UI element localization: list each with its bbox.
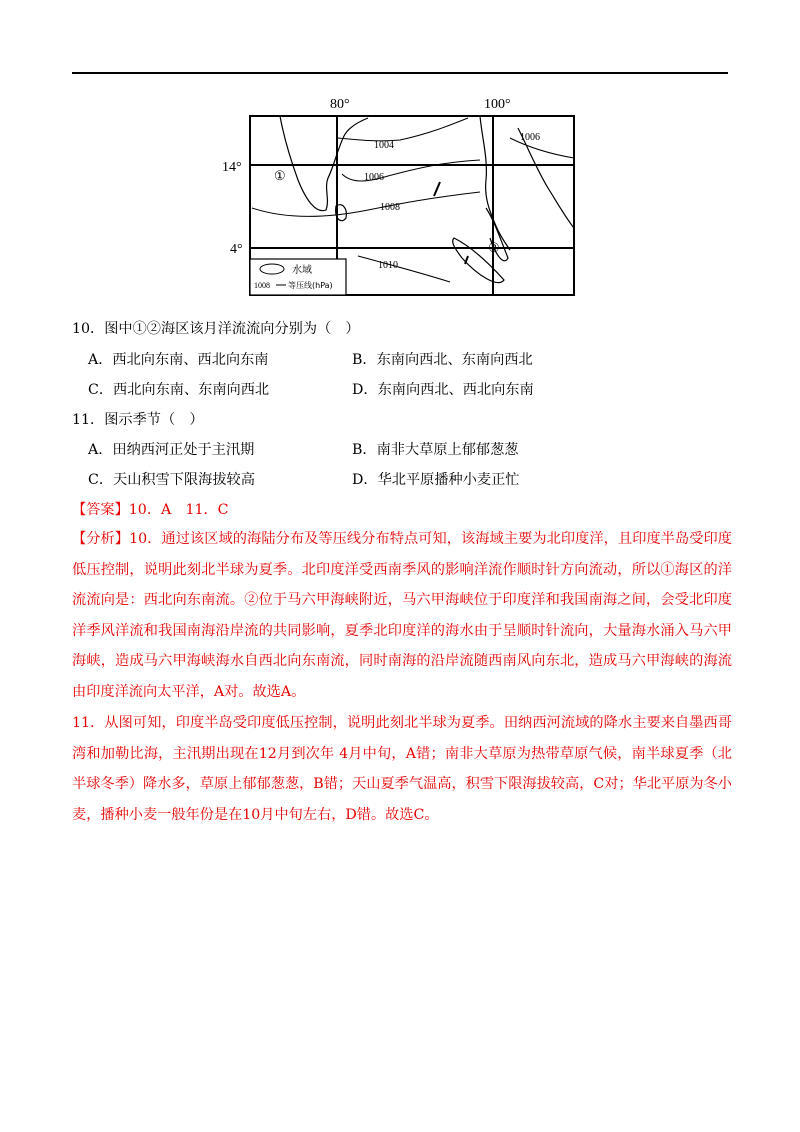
answer-tag: 【答案】: [72, 502, 129, 518]
analysis-q10-text: 10．通过该区域的海陆分布及等压线分布特点可知，该海域主要为北印度洋，且印度半岛受印度低压控制，说明此刻北半球为夏季。北印度洋受西南季风的影响洋流作顺时针方向流动，所以①海区的洋流流向是：西北向东南流。②位于马六甲海峡附近，马六甲海峡位于印度洋和我国南海之间，会受北印度洋季风洋流和我国南海沿岸流的共同影响，夏季北印度洋的海水由于呈顺时针流向，大量海水涌入马六甲海峡，造成马六甲海峡海水自西北向东南流，同时南海的沿岸流随西南风向东北，造成马六甲海峡的海流由印度洋流向太平洋，A对。故选A。: [72, 531, 732, 700]
q11-option-a: A．田纳西河正处于主汛期: [88, 442, 255, 458]
coastline-india: [280, 116, 368, 211]
legend-isobar-label: 等压线(hPa): [288, 281, 333, 290]
analysis-tag: 【分析】: [72, 531, 130, 547]
q10-option-d: D．东南向西北、西北向东南: [352, 382, 534, 398]
isobar-1010: [358, 256, 450, 282]
analysis-q10: [72, 524, 732, 708]
q11-option-b: B．南非大草原上郁郁葱葱: [352, 442, 519, 458]
answer-line: [72, 500, 229, 520]
sea-mark-2: [465, 256, 468, 264]
isobar-label-1010: 1010: [378, 260, 398, 271]
q11-option-d: D．华北平原播种小麦正忙: [352, 472, 520, 488]
answer-text: 10．A 11．C: [128, 502, 229, 518]
q11-stem: 11．图示季节（ ）: [72, 412, 204, 428]
analysis-q11: 11．从图可知，印度半岛受印度低压控制，说明此刻北半球为夏季。田纳西河流域的降水主要来自墨西哥湾和加勒比海，主汛期出现在12月到次年 4月中旬，A错；南非大草原为热带草原气候，南半球夏季（北半球冬季）降水多，草原上郁郁葱葱，B错；天山夏季气温高，积雪下限海拔较高，C对；华北平原为冬小麦，播种小麦一般年份是在10月中旬左右，D错。故选C。: [72, 715, 732, 823]
lon-label-100: 100°: [484, 97, 511, 112]
isobar-label-1006: 1006: [364, 172, 384, 183]
marker-2: ②: [488, 241, 500, 256]
map-figure: [218, 88, 598, 302]
q11-option-c: C．天山积雪下限海拔较高: [88, 472, 255, 488]
lat-label-14: 14°: [222, 160, 242, 175]
isobar-map: [218, 88, 598, 302]
q10-option-a: A．西北向东南、西北向东南: [88, 352, 269, 368]
legend-isobar-value: 1008: [254, 281, 270, 290]
legend-water-label: 水域: [292, 265, 312, 276]
lat-label-4: 4°: [230, 242, 243, 257]
header-rule: [72, 72, 728, 74]
q10-option-c: C．西北向东南、东南向西北: [88, 382, 270, 398]
q10-option-b: B．东南向西北、东南向西北: [352, 352, 533, 368]
isobar-label-1008: 1008: [380, 202, 400, 213]
isobar-label-1006-east: 1006: [520, 132, 540, 143]
isobar-1004: [338, 118, 468, 141]
isobar-1008: [252, 192, 480, 217]
q10-stem: 10．图中①②海区该月洋流流向分别为（ ）: [72, 321, 360, 337]
isobar-label-1004: 1004: [374, 140, 394, 151]
lon-label-80: 80°: [330, 97, 350, 112]
marker-1: ①: [274, 169, 286, 184]
isobar-1006: [342, 160, 480, 181]
sea-mark-1: [434, 182, 440, 196]
